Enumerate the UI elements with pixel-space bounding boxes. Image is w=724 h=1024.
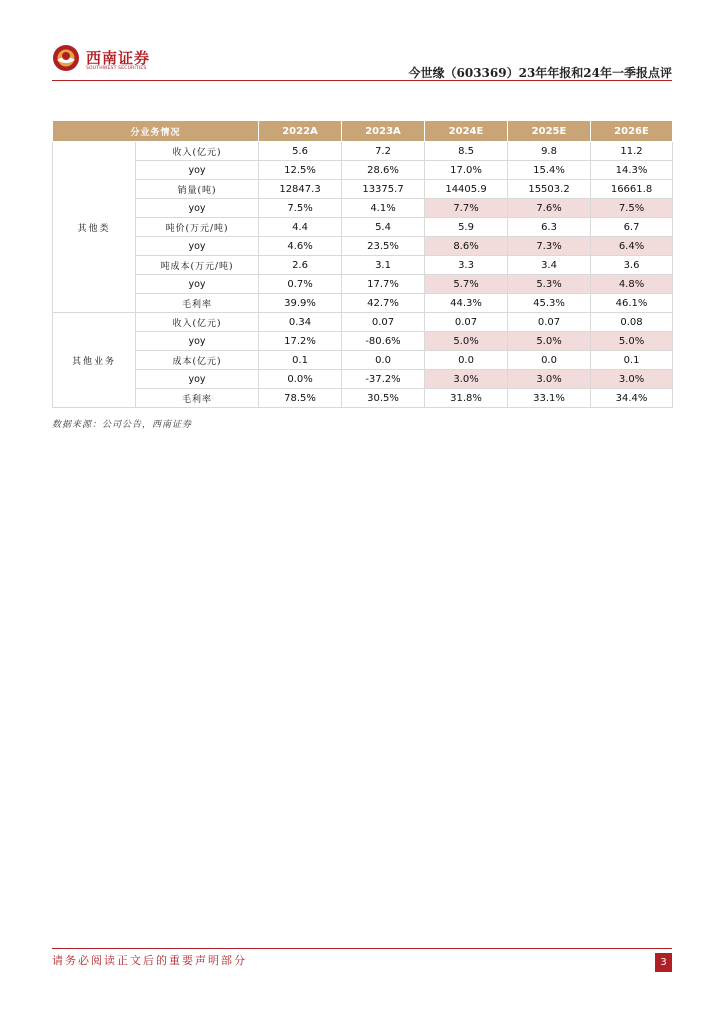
metric-label: yoy bbox=[136, 161, 259, 180]
table-row bbox=[53, 161, 673, 180]
value-cell: 7.6% bbox=[508, 199, 591, 218]
table-row bbox=[53, 237, 673, 256]
segment-label: 其他类 bbox=[53, 142, 136, 313]
value-cell: 23.5% bbox=[342, 237, 425, 256]
value-cell: 3.3 bbox=[425, 256, 508, 275]
metric-label: 毛利率 bbox=[136, 389, 259, 408]
column-header-year: 2022A bbox=[259, 121, 342, 142]
metric-label: yoy bbox=[136, 275, 259, 294]
metric-label: 吨价(万元/吨) bbox=[136, 218, 259, 237]
column-header-year: 2025E bbox=[508, 121, 591, 142]
value-cell: 15.4% bbox=[508, 161, 591, 180]
column-header-segment: 分业务情况 bbox=[53, 121, 259, 142]
business-forecast-table bbox=[52, 120, 673, 408]
value-cell: 4.6% bbox=[259, 237, 342, 256]
value-cell: 5.0% bbox=[425, 332, 508, 351]
value-cell: -37.2% bbox=[342, 370, 425, 389]
value-cell: 5.7% bbox=[425, 275, 508, 294]
value-cell: 4.1% bbox=[342, 199, 425, 218]
value-cell: 5.9 bbox=[425, 218, 508, 237]
value-cell: 45.3% bbox=[508, 294, 591, 313]
value-cell: 17.2% bbox=[259, 332, 342, 351]
value-cell: 16661.8 bbox=[591, 180, 673, 199]
value-cell: 0.0 bbox=[425, 351, 508, 370]
value-cell: 0.0 bbox=[508, 351, 591, 370]
value-cell: 0.7% bbox=[259, 275, 342, 294]
value-cell: 14.3% bbox=[591, 161, 673, 180]
metric-label: yoy bbox=[136, 237, 259, 256]
metric-label: 吨成本(万元/吨) bbox=[136, 256, 259, 275]
metric-label: 销量(吨) bbox=[136, 180, 259, 199]
table-row bbox=[53, 370, 673, 389]
table-row bbox=[53, 389, 673, 408]
company-logo bbox=[52, 44, 162, 76]
value-cell: 34.4% bbox=[591, 389, 673, 408]
value-cell: 17.7% bbox=[342, 275, 425, 294]
value-cell: 6.4% bbox=[591, 237, 673, 256]
metric-label: 收入(亿元) bbox=[136, 142, 259, 161]
table-row bbox=[53, 142, 673, 161]
logo-subtext: SOUTHWEST SECURITIES bbox=[86, 66, 147, 71]
segment-label: 其他业务 bbox=[53, 313, 136, 408]
value-cell: 4.8% bbox=[591, 275, 673, 294]
table-header-row bbox=[53, 121, 673, 142]
value-cell: 3.6 bbox=[591, 256, 673, 275]
column-header-year: 2023A bbox=[342, 121, 425, 142]
header-divider bbox=[52, 80, 672, 81]
value-cell: 7.5% bbox=[591, 199, 673, 218]
logo-mark-icon bbox=[52, 44, 80, 72]
value-cell: 7.7% bbox=[425, 199, 508, 218]
value-cell: 4.4 bbox=[259, 218, 342, 237]
value-cell: 5.0% bbox=[508, 332, 591, 351]
metric-label: yoy bbox=[136, 332, 259, 351]
column-header-year: 2024E bbox=[425, 121, 508, 142]
report-title: 今世缘（603369）23年年报和24年一季报点评 bbox=[408, 66, 672, 80]
value-cell: 46.1% bbox=[591, 294, 673, 313]
table-row bbox=[53, 294, 673, 313]
column-header-year: 2026E bbox=[591, 121, 673, 142]
value-cell: 0.07 bbox=[425, 313, 508, 332]
value-cell: 15503.2 bbox=[508, 180, 591, 199]
value-cell: 12.5% bbox=[259, 161, 342, 180]
table-row bbox=[53, 180, 673, 199]
value-cell: -80.6% bbox=[342, 332, 425, 351]
value-cell: 0.07 bbox=[342, 313, 425, 332]
value-cell: 7.2 bbox=[342, 142, 425, 161]
table-row bbox=[53, 313, 673, 332]
value-cell: 0.0% bbox=[259, 370, 342, 389]
value-cell: 3.1 bbox=[342, 256, 425, 275]
value-cell: 5.6 bbox=[259, 142, 342, 161]
metric-label: 收入(亿元) bbox=[136, 313, 259, 332]
table-body bbox=[53, 142, 673, 408]
table-row bbox=[53, 199, 673, 218]
value-cell: 0.07 bbox=[508, 313, 591, 332]
value-cell: 7.5% bbox=[259, 199, 342, 218]
table-row bbox=[53, 332, 673, 351]
value-cell: 5.3% bbox=[508, 275, 591, 294]
value-cell: 3.0% bbox=[508, 370, 591, 389]
value-cell: 17.0% bbox=[425, 161, 508, 180]
page-number: 3 bbox=[655, 953, 672, 972]
metric-label: yoy bbox=[136, 370, 259, 389]
value-cell: 12847.3 bbox=[259, 180, 342, 199]
value-cell: 6.3 bbox=[508, 218, 591, 237]
value-cell: 44.3% bbox=[425, 294, 508, 313]
value-cell: 9.8 bbox=[508, 142, 591, 161]
value-cell: 31.8% bbox=[425, 389, 508, 408]
value-cell: 30.5% bbox=[342, 389, 425, 408]
value-cell: 0.1 bbox=[259, 351, 342, 370]
value-cell: 0.0 bbox=[342, 351, 425, 370]
metric-label: 毛利率 bbox=[136, 294, 259, 313]
footer-disclaimer: 请务必阅读正文后的重要声明部分 bbox=[52, 954, 247, 967]
metric-label: 成本(亿元) bbox=[136, 351, 259, 370]
value-cell: 3.4 bbox=[508, 256, 591, 275]
value-cell: 11.2 bbox=[591, 142, 673, 161]
logo-text: 西南证券 bbox=[86, 49, 151, 67]
value-cell: 33.1% bbox=[508, 389, 591, 408]
value-cell: 0.34 bbox=[259, 313, 342, 332]
value-cell: 7.3% bbox=[508, 237, 591, 256]
value-cell: 8.5 bbox=[425, 142, 508, 161]
value-cell: 28.6% bbox=[342, 161, 425, 180]
value-cell: 2.6 bbox=[259, 256, 342, 275]
table-row bbox=[53, 256, 673, 275]
value-cell: 5.4 bbox=[342, 218, 425, 237]
value-cell: 3.0% bbox=[425, 370, 508, 389]
value-cell: 5.0% bbox=[591, 332, 673, 351]
value-cell: 14405.9 bbox=[425, 180, 508, 199]
value-cell: 3.0% bbox=[591, 370, 673, 389]
table-row bbox=[53, 218, 673, 237]
value-cell: 8.6% bbox=[425, 237, 508, 256]
metric-label: yoy bbox=[136, 199, 259, 218]
value-cell: 42.7% bbox=[342, 294, 425, 313]
value-cell: 0.1 bbox=[591, 351, 673, 370]
table-row bbox=[53, 275, 673, 294]
value-cell: 0.08 bbox=[591, 313, 673, 332]
value-cell: 78.5% bbox=[259, 389, 342, 408]
table-row bbox=[53, 351, 673, 370]
value-cell: 39.9% bbox=[259, 294, 342, 313]
data-source-note: 数据来源：公司公告，西南证券 bbox=[52, 420, 193, 430]
value-cell: 6.7 bbox=[591, 218, 673, 237]
value-cell: 13375.7 bbox=[342, 180, 425, 199]
footer-divider bbox=[52, 948, 672, 949]
